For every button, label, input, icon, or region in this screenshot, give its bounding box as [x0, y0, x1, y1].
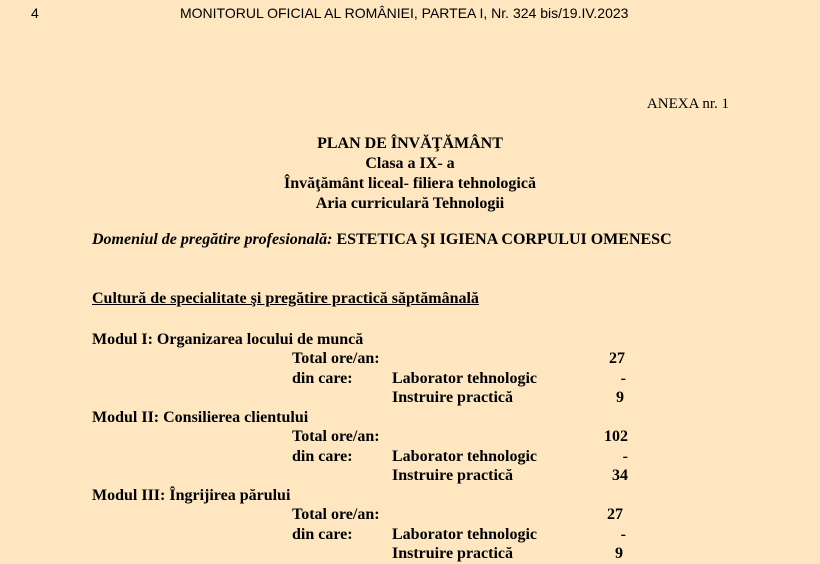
- curricular-area: Aria curriculară Tehnologii: [315, 195, 505, 212]
- instr-label: Instruire practică: [392, 545, 514, 562]
- module-name: Modul III: Îngrijirea părului: [92, 487, 291, 504]
- instr-label: Instruire practică: [392, 467, 514, 484]
- instr-value: 34: [612, 467, 628, 484]
- total-value: 102: [604, 428, 628, 445]
- din-care-label: din care:: [292, 526, 353, 543]
- total-label: Total ore/an:: [292, 506, 380, 523]
- publication-header: MONITORUL OFICIAL AL ROMÂNIEI, PARTEA I, Nr. 324 bis/19.IV.2023: [180, 5, 629, 21]
- lab-value: -: [620, 526, 626, 543]
- module-name: Modul I: Organizarea locului de muncă: [92, 331, 364, 348]
- lab-value: -: [622, 448, 628, 465]
- din-care-label: din care:: [292, 370, 353, 387]
- page-number: 4: [31, 5, 39, 21]
- lab-label: Laborator tehnologic: [392, 448, 538, 465]
- total-label: Total ore/an:: [292, 350, 380, 367]
- domain-label: Domeniul de pregătire profesională:: [92, 231, 333, 248]
- instr-label: Instruire practică: [392, 389, 514, 406]
- plan-title: PLAN DE ÎNVĂŢĂMÂNT: [317, 135, 503, 152]
- domain-value: ESTETICA ŞI IGIENA CORPULUI OMENESC: [336, 231, 672, 248]
- total-value: 27: [609, 350, 625, 367]
- instr-value: 9: [616, 389, 624, 406]
- total-value: 27: [607, 506, 623, 523]
- annex-label: ANEXA nr. 1: [646, 96, 729, 112]
- lab-label: Laborator tehnologic: [392, 370, 538, 387]
- class-title: Clasa a IX- a: [365, 155, 455, 172]
- din-care-label: din care:: [292, 448, 353, 465]
- domain-line: [92, 231, 672, 249]
- lab-label: Laborator tehnologic: [392, 526, 538, 543]
- section-title: Cultură de specialitate şi pregătire practică săptămânală: [92, 290, 479, 307]
- education-type: Învăţământ liceal- filiera tehnologică: [284, 175, 536, 192]
- total-label: Total ore/an:: [292, 428, 380, 445]
- lab-value: -: [620, 370, 626, 387]
- module-name: Modul II: Consilierea clientului: [92, 409, 309, 426]
- instr-value: 9: [615, 545, 623, 562]
